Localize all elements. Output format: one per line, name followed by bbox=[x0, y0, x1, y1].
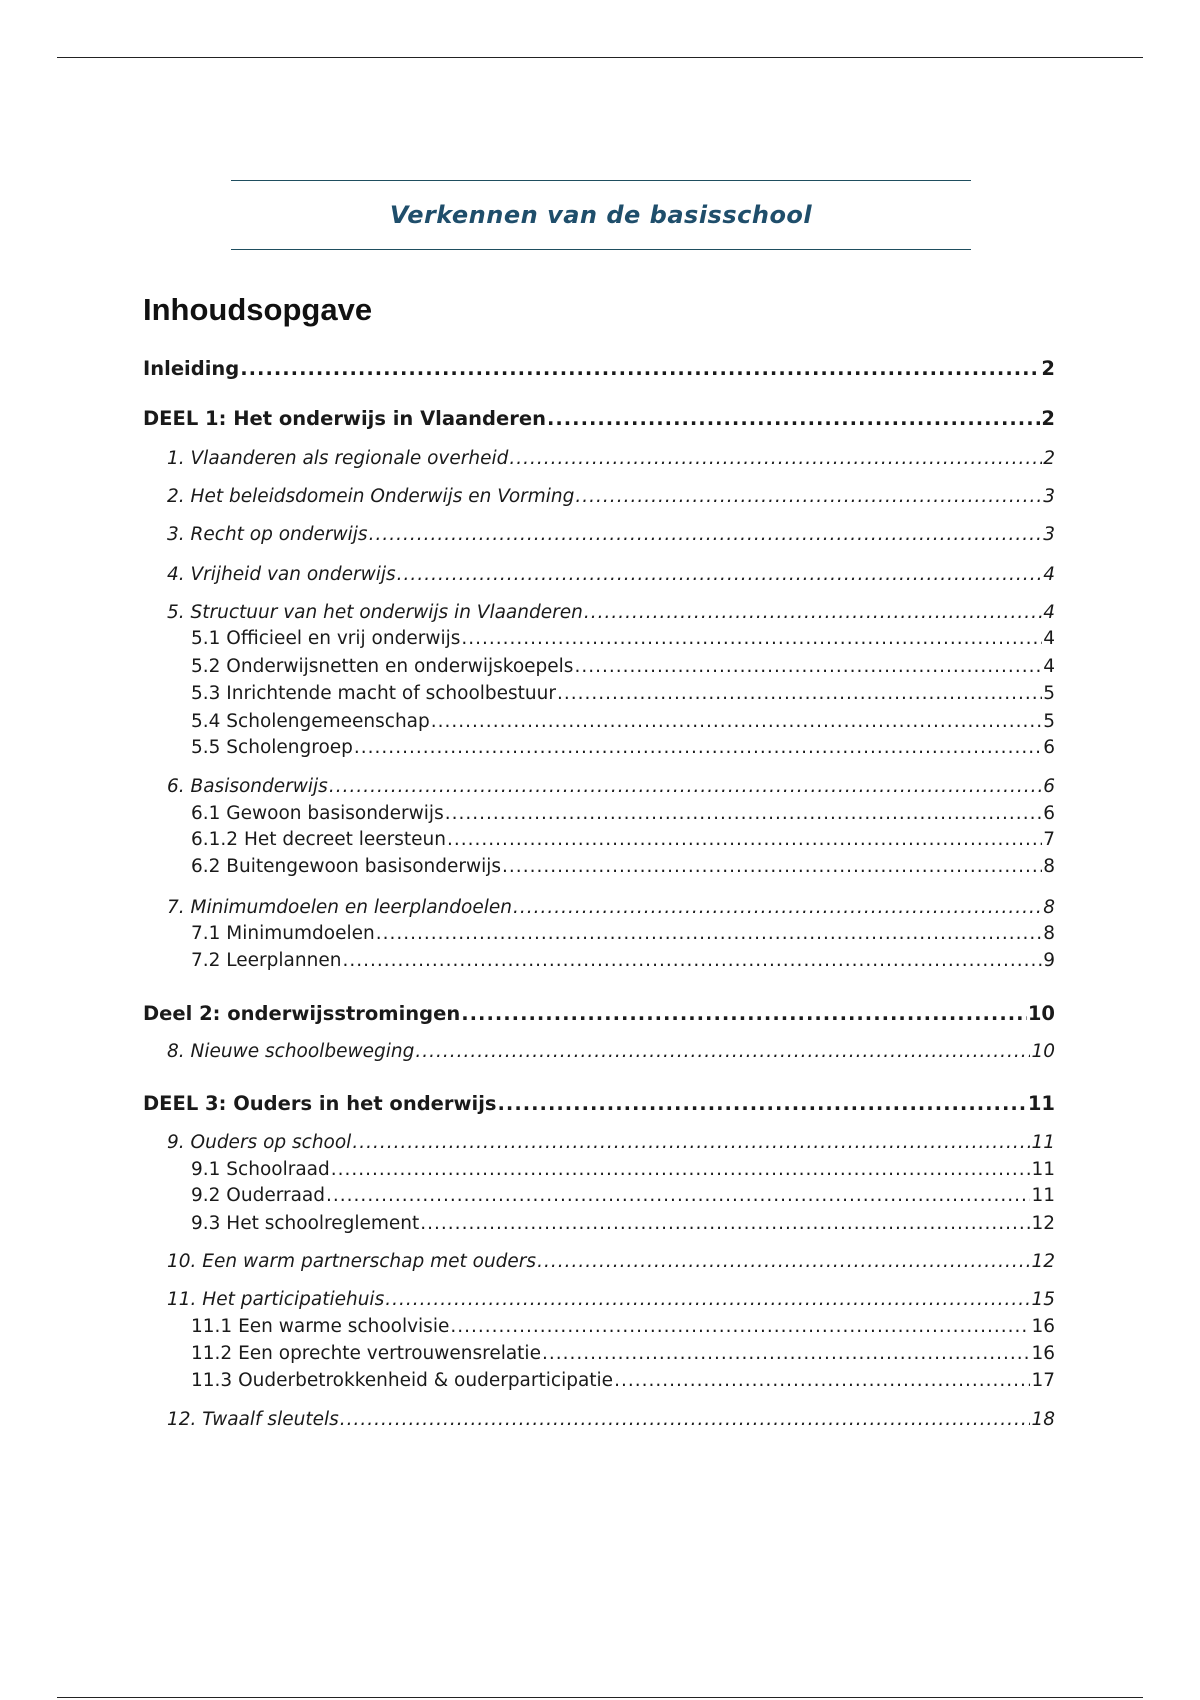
toc-entry-text: 10. Een warm partnerschap met ouders bbox=[167, 1251, 537, 1272]
toc-entry-text: 9.2 Ouderraad bbox=[191, 1185, 326, 1206]
toc-entry-text: 5.4 Scholengemeenschap bbox=[191, 711, 430, 732]
toc-leader-dots bbox=[397, 564, 1043, 585]
toc-entry-text: 6.1.2 Het decreet leersteun bbox=[191, 829, 447, 850]
toc-entry-text: 11.3 Ouderbetrokkenheid & ouderparticipatie bbox=[191, 1370, 614, 1391]
toc-entry-section-7-2[interactable] bbox=[191, 950, 1055, 971]
toc-entry-page: 15 bbox=[1031, 1289, 1055, 1310]
toc-entry-section-5[interactable] bbox=[167, 602, 1055, 623]
toc-entry-inleiding[interactable] bbox=[143, 357, 1055, 380]
toc-entry-page: 2 bbox=[1041, 357, 1055, 380]
toc-entry-page: 4 bbox=[1043, 656, 1055, 677]
toc-entry-page: 8 bbox=[1043, 923, 1055, 944]
toc-entry-text: 2. Het beleidsdomein Onderwijs en Vorming bbox=[167, 486, 575, 507]
toc-entry-page: 11 bbox=[1027, 1092, 1055, 1115]
toc-entry-text: 5.5 Scholengroep bbox=[191, 737, 353, 758]
toc-entry-page: 8 bbox=[1043, 897, 1055, 918]
toc-entry-page: 17 bbox=[1031, 1370, 1055, 1391]
toc-leader-dots bbox=[445, 803, 1043, 824]
toc-entry-page: 11 bbox=[1031, 1159, 1055, 1180]
toc-leader-dots bbox=[547, 407, 1040, 430]
toc-leader-dots bbox=[502, 856, 1042, 877]
toc-entry-text: 5.2 Onderwijsnetten en onderwijskoepels bbox=[191, 656, 574, 677]
toc-leader-dots bbox=[557, 683, 1042, 704]
toc-entry-text: 9.1 Schoolraad bbox=[191, 1159, 330, 1180]
toc-leader-dots bbox=[574, 656, 1042, 677]
toc-entry-section-6-2[interactable] bbox=[191, 856, 1055, 877]
toc-leader-dots bbox=[509, 448, 1042, 469]
toc-entry-section-12[interactable] bbox=[167, 1409, 1055, 1430]
toc-entry-page: 3 bbox=[1043, 486, 1055, 507]
toc-entry-text: 5. Structuur van het onderwijs in Vlaanderen bbox=[167, 602, 583, 623]
title-rule-bottom bbox=[231, 249, 971, 250]
toc-entry-section-9-2[interactable] bbox=[191, 1185, 1055, 1206]
toc-leader-dots bbox=[461, 1002, 1027, 1025]
toc-leader-dots bbox=[385, 1289, 1030, 1310]
toc-entry-text: 5.1 Officieel en vrij onderwijs bbox=[191, 628, 461, 649]
toc-leader-dots bbox=[542, 1343, 1031, 1364]
toc-entry-page: 9 bbox=[1043, 950, 1055, 971]
toc-entry-text: 6.2 Buitengewoon basisonderwijs bbox=[191, 856, 502, 877]
page-bottom-rule bbox=[57, 1697, 1143, 1698]
document-title-block bbox=[231, 180, 971, 250]
toc-leader-dots bbox=[329, 776, 1042, 797]
toc-entry-text: DEEL 1: Het onderwijs in Vlaanderen bbox=[143, 407, 546, 430]
toc-leader-dots bbox=[342, 950, 1042, 971]
toc-entry-section-2[interactable] bbox=[167, 486, 1055, 507]
toc-entry-section-1[interactable] bbox=[167, 448, 1055, 469]
toc-entry-section-10[interactable] bbox=[167, 1251, 1055, 1272]
toc-entry-text: 4. Vrijheid van onderwijs bbox=[167, 564, 396, 585]
toc-entry-page: 6 bbox=[1043, 776, 1055, 797]
toc-leader-dots bbox=[498, 1092, 1027, 1115]
toc-entry-page: 7 bbox=[1043, 829, 1055, 850]
toc-entry-text: DEEL 3: Ouders in het onderwijs bbox=[143, 1092, 497, 1115]
toc-heading: Inhoudsopgave bbox=[143, 292, 373, 327]
toc-entry-page: 4 bbox=[1043, 628, 1055, 649]
toc-entry-page: 10 bbox=[1027, 1002, 1055, 1025]
toc-entry-section-5-3[interactable] bbox=[191, 683, 1055, 704]
toc-entry-section-3[interactable] bbox=[167, 524, 1055, 545]
toc-leader-dots bbox=[415, 1041, 1030, 1062]
toc-leader-dots bbox=[575, 486, 1042, 507]
toc-entry-text: Inleiding bbox=[143, 357, 240, 380]
toc-leader-dots bbox=[584, 602, 1042, 623]
toc-entry-page: 6 bbox=[1043, 737, 1055, 758]
toc-entry-section-6-1[interactable] bbox=[191, 803, 1055, 824]
document-title: Verkennen van de basisschool bbox=[389, 201, 813, 229]
toc-entry-text: 1. Vlaanderen als regionale overheid bbox=[167, 448, 509, 469]
toc-leader-dots bbox=[376, 923, 1042, 944]
toc-leader-dots bbox=[513, 897, 1042, 918]
toc-entry-page: 2 bbox=[1043, 448, 1055, 469]
toc-entry-section-6-1-2[interactable] bbox=[191, 829, 1055, 850]
toc-entry-section-9-3[interactable] bbox=[191, 1213, 1055, 1234]
toc-entry-text: 9. Ouders op school bbox=[167, 1132, 352, 1153]
toc-entry-page: 16 bbox=[1031, 1343, 1055, 1364]
toc-entry-page: 4 bbox=[1043, 564, 1055, 585]
toc-entry-section-11[interactable] bbox=[167, 1289, 1055, 1310]
toc-entry-section-9[interactable] bbox=[167, 1132, 1055, 1153]
toc-entry-deel-3[interactable] bbox=[143, 1092, 1055, 1115]
toc-entry-page: 11 bbox=[1031, 1132, 1055, 1153]
toc-leader-dots bbox=[450, 1316, 1030, 1337]
toc-leader-dots bbox=[461, 628, 1042, 649]
toc-entry-text: 7.2 Leerplannen bbox=[191, 950, 342, 971]
toc-entry-section-6[interactable] bbox=[167, 776, 1055, 797]
toc-entry-page: 12 bbox=[1031, 1251, 1055, 1272]
toc-leader-dots bbox=[352, 1132, 1030, 1153]
toc-entry-text: 11.2 Een oprechte vertrouwensrelatie bbox=[191, 1343, 541, 1364]
toc-entry-page: 3 bbox=[1043, 524, 1055, 545]
toc-entry-section-5-4[interactable] bbox=[191, 711, 1055, 732]
page-top-rule bbox=[57, 57, 1143, 58]
toc-leader-dots bbox=[614, 1370, 1030, 1391]
toc-entry-section-7[interactable] bbox=[167, 897, 1055, 918]
toc-leader-dots bbox=[331, 1159, 1031, 1180]
toc-leader-dots bbox=[431, 711, 1042, 732]
toc-entry-text: Deel 2: onderwijsstromingen bbox=[143, 1002, 461, 1025]
toc-entry-page: 4 bbox=[1043, 602, 1055, 623]
toc-entry-text: 3. Recht op onderwijs bbox=[167, 524, 368, 545]
toc-entry-page: 2 bbox=[1041, 407, 1055, 430]
toc-entry-section-11-3[interactable] bbox=[191, 1370, 1055, 1391]
toc-entry-page: 10 bbox=[1031, 1041, 1055, 1062]
toc-entry-deel-1[interactable] bbox=[143, 407, 1055, 430]
toc-entry-deel-2[interactable] bbox=[143, 1002, 1055, 1025]
toc-entry-section-4[interactable] bbox=[167, 564, 1055, 585]
toc-leader-dots bbox=[326, 1185, 1030, 1206]
toc-leader-dots bbox=[340, 1409, 1031, 1430]
toc-entry-page: 8 bbox=[1043, 856, 1055, 877]
toc-entry-text: 6. Basisonderwijs bbox=[167, 776, 328, 797]
toc-entry-text: 11.1 Een warme schoolvisie bbox=[191, 1316, 450, 1337]
toc-leader-dots bbox=[354, 737, 1042, 758]
toc-entry-text: 9.3 Het schoolreglement bbox=[191, 1213, 420, 1234]
toc-entry-section-5-2[interactable] bbox=[191, 656, 1055, 677]
toc-entry-section-5-1[interactable] bbox=[191, 628, 1055, 649]
toc-entry-text: 7. Minimumdoelen en leerplandoelen bbox=[167, 897, 512, 918]
toc-leader-dots bbox=[447, 829, 1042, 850]
toc-leader-dots bbox=[537, 1251, 1030, 1272]
toc-entry-page: 18 bbox=[1031, 1409, 1055, 1430]
toc-entry-page: 16 bbox=[1031, 1316, 1055, 1337]
toc-entry-section-7-1[interactable] bbox=[191, 923, 1055, 944]
toc-entry-section-5-5[interactable] bbox=[191, 737, 1055, 758]
toc-entry-page: 5 bbox=[1043, 683, 1055, 704]
toc-entry-section-8[interactable] bbox=[167, 1041, 1055, 1062]
toc-entry-text: 11. Het participatiehuis bbox=[167, 1289, 385, 1310]
toc-entry-text: 12. Twaalf sleutels bbox=[167, 1409, 339, 1430]
toc-entry-text: 8. Nieuwe schoolbeweging bbox=[167, 1041, 415, 1062]
toc-entry-page: 6 bbox=[1043, 803, 1055, 824]
toc-entry-page: 5 bbox=[1043, 711, 1055, 732]
toc-entry-page: 11 bbox=[1031, 1185, 1055, 1206]
toc-leader-dots bbox=[420, 1213, 1030, 1234]
toc-leader-dots bbox=[369, 524, 1043, 545]
toc-entry-text: 5.3 Inrichtende macht of schoolbestuur bbox=[191, 683, 556, 704]
toc-entry-section-9-1[interactable] bbox=[191, 1159, 1055, 1180]
toc-entry-section-11-2[interactable] bbox=[191, 1343, 1055, 1364]
toc-entry-text: 6.1 Gewoon basisonderwijs bbox=[191, 803, 444, 824]
toc-entry-page: 12 bbox=[1031, 1213, 1055, 1234]
toc-leader-dots bbox=[240, 357, 1040, 380]
toc-entry-section-11-1[interactable] bbox=[191, 1316, 1055, 1337]
toc-entry-text: 7.1 Minimumdoelen bbox=[191, 923, 375, 944]
